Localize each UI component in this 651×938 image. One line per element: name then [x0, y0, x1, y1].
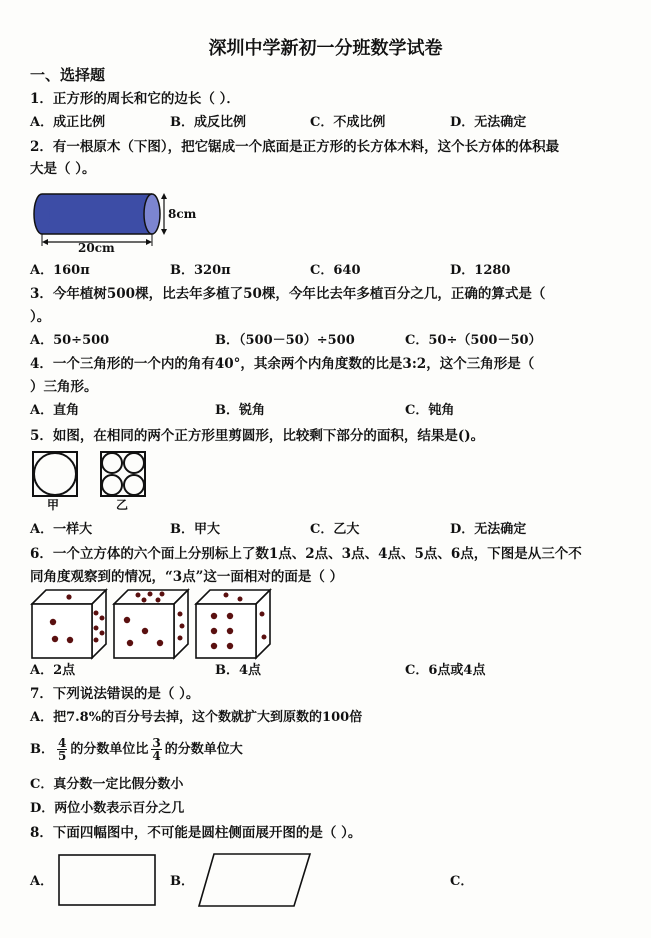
fraction-denominator: 5 [58, 749, 67, 763]
q1-option-c: C．不成比例 [310, 115, 386, 130]
q8-figure-parallelogram [198, 852, 312, 908]
q2-option-c: C．640 [310, 263, 361, 278]
dice-figure [30, 590, 280, 660]
q7-option-a: A．把7.8%的百分号去掉，这个数就扩大到原数的100倍 [30, 710, 363, 725]
q1-option-b: B．成反比例 [170, 115, 246, 130]
q3-option-c: C．50÷（500－50） [405, 333, 542, 348]
q8-option-c: C． [450, 874, 474, 889]
fraction-four-fifths [57, 737, 67, 762]
die-2 [114, 590, 188, 658]
q6-option-a: A．2点 [30, 663, 76, 678]
fraction-denominator: 4 [152, 749, 161, 763]
log-length-label: 20cm [78, 241, 115, 255]
section-heading: 一、选择题 [30, 66, 106, 84]
log-right-end [144, 194, 160, 234]
circle-jia [34, 453, 76, 495]
q6-option-c: C．6点或4点 [405, 663, 486, 678]
q8-figure-rectangle [58, 854, 158, 908]
log-body [42, 194, 152, 234]
q5-stem: 5．如图，在相同的两个正方形里剪圆形，比较剩下部分的面积，结果是()。 [30, 428, 485, 444]
q4-option-a: A．直角 [30, 403, 80, 418]
q2-stem-line2: 大是（ ）。 [30, 161, 96, 177]
q6-option-b: B．4点 [215, 663, 262, 678]
q3-stem-line1: 3．今年植树500棵，比去年多植了50棵，今年比去年多植百分之几，正确的算式是（ [30, 286, 546, 302]
circle-yi-1 [102, 453, 122, 473]
q3-option-a: A．50÷500 [30, 333, 110, 348]
q1-option-a: A．成正比例 [30, 115, 106, 130]
label-yi: 乙 [116, 498, 129, 512]
page-title: 深圳中学新初一分班数学试卷 [208, 38, 443, 59]
circle-yi-4 [124, 475, 144, 495]
q5-option-c: C．乙大 [310, 522, 360, 537]
q2-option-a: A．160π [30, 263, 90, 278]
q3-option-b: B．（500－50）÷500 [215, 333, 355, 348]
q4-stem-line1: 4．一个三角形的一个内的角有40°，其余两个内角度数的比是3:2，这个三角形是（ [30, 356, 535, 372]
q7-option-d: D．两位小数表示百分之几 [30, 801, 185, 816]
q8-stem: 8．下面四幅图中，不可能是圆柱侧面展开图的是（ ）。 [30, 825, 362, 841]
fraction-three-fourths [151, 737, 161, 762]
q3-stem-line2: ）。 [30, 309, 51, 325]
q7-option-b-suffix: 的分数单位大 [164, 742, 243, 757]
q1-option-d: D．无法确定 [450, 115, 527, 130]
circle-yi-3 [102, 475, 122, 495]
fraction-numerator: 3 [152, 736, 161, 750]
square-yi [101, 452, 145, 496]
die-3 [196, 590, 270, 658]
q2-option-d: D．1280 [450, 263, 511, 278]
q7-stem: 7．下列说法错误的是（ ）。 [30, 686, 200, 702]
q5-option-b: B．甲大 [170, 522, 220, 537]
q5-option-a: A．一样大 [30, 522, 93, 537]
q8-option-a: A． [30, 874, 54, 889]
q1-stem: 1．正方形的周长和它的边长（ ）． [30, 91, 240, 107]
q2-stem-line1: 2．有一根原木（下图），把它锯成一个底面是正方形的长方体木料，这个长方体的体积最 [30, 139, 560, 155]
q8-option-b: B． [170, 874, 194, 889]
q4-option-c: C．钝角 [405, 403, 455, 418]
q7-option-b-mid: 的分数单位比 [70, 742, 149, 757]
die-1 [32, 590, 106, 658]
q4-option-b: B．锐角 [215, 403, 265, 418]
log-height-label: 8cm [168, 207, 197, 221]
fraction-numerator: 4 [58, 736, 67, 750]
q4-stem-line2: ）三角形。 [30, 379, 98, 395]
q7-option-b [30, 733, 243, 767]
q7-option-c: C．真分数一定比假分数小 [30, 777, 184, 792]
q7-option-b-prefix: B． [30, 742, 54, 757]
q5-option-d: D．无法确定 [450, 522, 527, 537]
q2-option-b: B．320π [170, 263, 231, 278]
circle-yi-2 [124, 453, 144, 473]
q6-stem-line1: 6．一个立方体的六个面上分别标上了数1点、2点、3点、4点、5点、6点，下图是从三个不 [30, 546, 582, 562]
label-jia: 甲 [47, 498, 60, 512]
q6-stem-line2: 同角度观察到的情况，“3点”这一面相对的面是（ ） [30, 569, 344, 585]
